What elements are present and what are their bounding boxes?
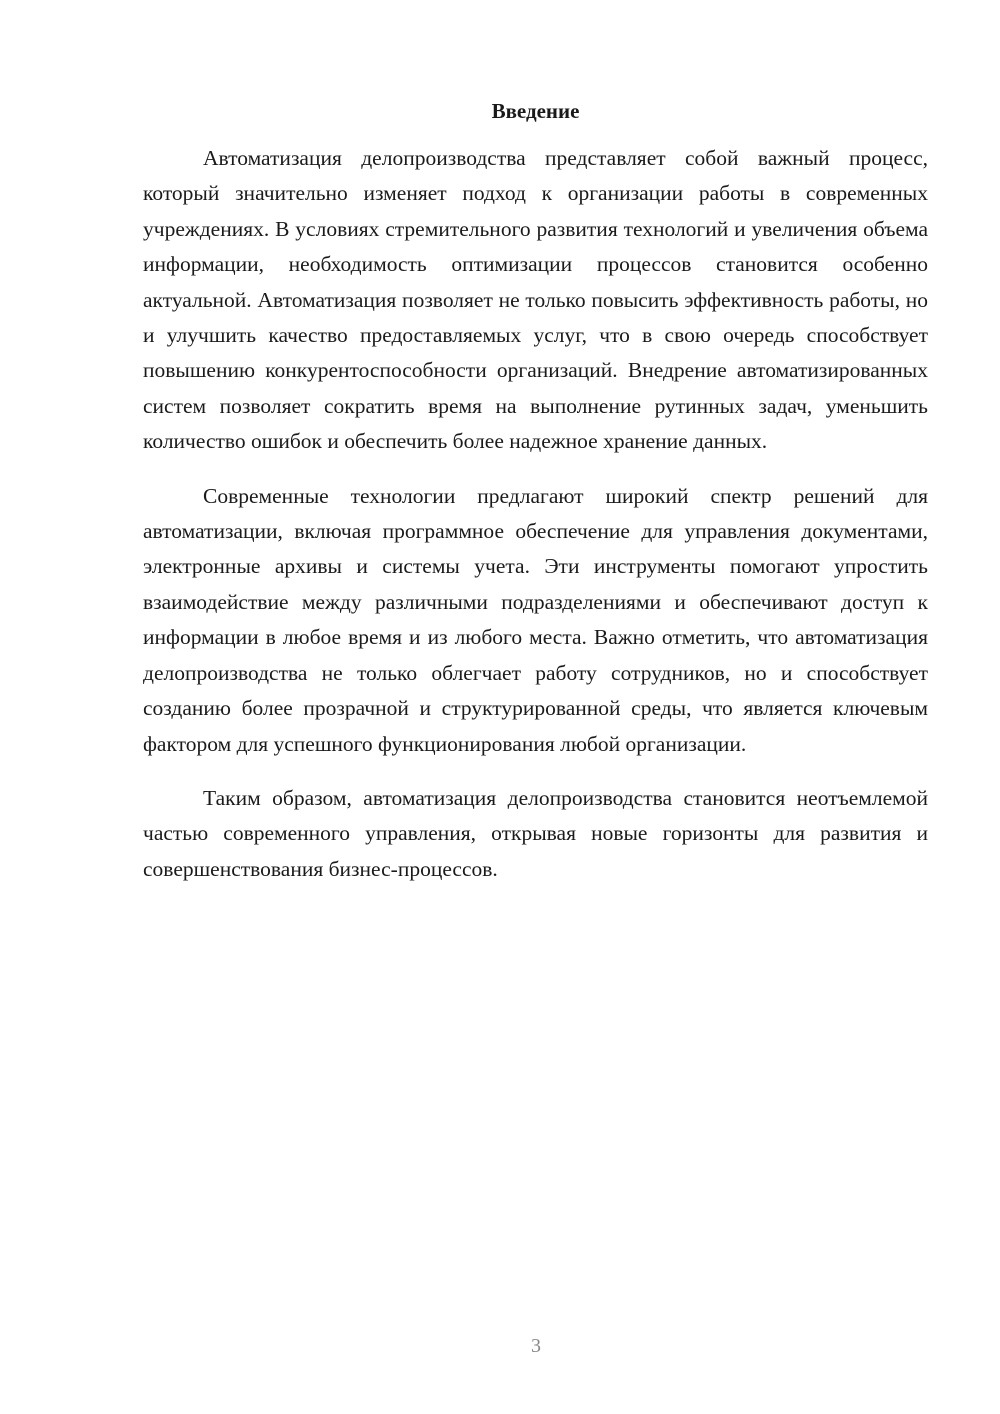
paragraph-2: Современные технологии предлагают широкий спектр решений для автоматизации, включая программное обеспечение для управления документами, электронные архивы и системы учета. Эти инструменты помогают упростить взаимодействие между различными подразделениями и обеспечивают доступ к информации в любое время и из любого места. Важно отметить, что автоматизация делопроизводства не только облегчает работу сотрудников, но и способствует созданию более прозрачной и структурированной среды, что является ключевым фактором для успешного функционирования любой организации.: [143, 483, 928, 756]
paragraph-3: Таким образом, автоматизация делопроизводства становится неотъемлемой частью современного управления, открывая новые горизонты для развития и совершенствования бизнес-процессов.: [143, 785, 928, 881]
page-number: 3: [531, 1335, 541, 1357]
page-content: [143, 95, 928, 887]
paragraph-1: Автоматизация делопроизводства представляет собой важный процесс, который значительно изменяет подход к организации работы в современных учреждениях. В условиях стремительного развития технологий и увеличения объема информации, необходимость оптимизации процессов становится особенно актуальной. Автоматизация позволяет не только повысить эффективность работы, но и улучшить качество предоставляемых услуг, что в свою очередь способствует повышению конкурентоспособности организаций. Внедрение автоматизированных систем позволяет сократить время на выполнение рутинных задач, уменьшить количество ошибок и обеспечить более надежное хранение данных.: [143, 146, 928, 454]
section-heading: Введение: [491, 99, 580, 123]
